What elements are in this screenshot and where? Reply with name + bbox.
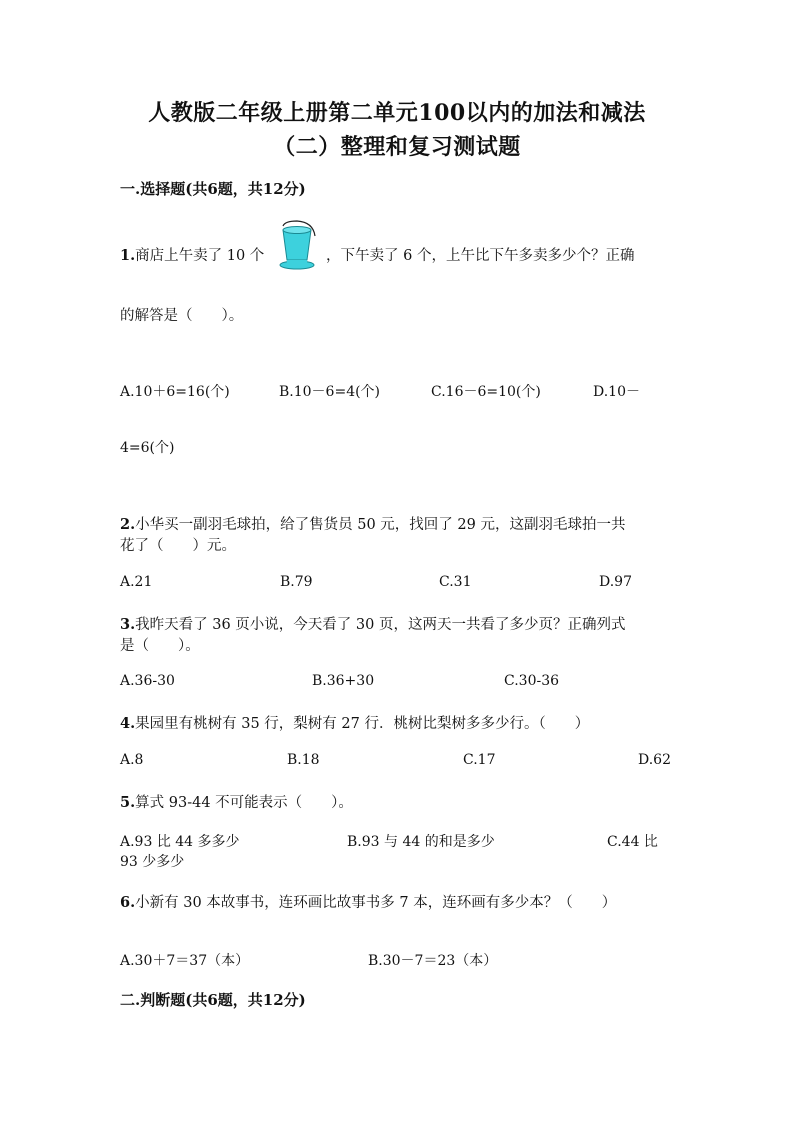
question-1-line2: 的解答是（ ）。	[120, 308, 244, 324]
option-c[interactable]: C.16－6=10(个)	[431, 384, 541, 400]
question-4-line1	[120, 712, 589, 733]
option-b[interactable]: B.18	[287, 752, 320, 768]
option-c-continued: 93 少多少	[120, 854, 185, 870]
section-heading-choice: 一.选择题(共6题，共12分)	[120, 180, 306, 198]
option-c[interactable]: C.30-36	[504, 673, 560, 689]
question-text: 小新有 30 本故事书，连环画比故事书多 7 本，连环画有多少本？（ ）	[135, 895, 617, 911]
option-b[interactable]: B.79	[280, 574, 313, 590]
option-a[interactable]: A.8	[120, 752, 144, 768]
option-b[interactable]: B.93 与 44 的和是多少	[347, 834, 495, 850]
option-b[interactable]: B.36+30	[312, 673, 375, 689]
page-title-line2: （二）整理和复习测试题	[273, 134, 521, 160]
question-1-line1-cont: ，下午卖了 6 个，上午比下午多卖多少个？正确	[326, 248, 635, 264]
question-number: 2.	[120, 516, 136, 533]
option-d[interactable]: D.62	[638, 752, 671, 768]
option-b[interactable]: B.30－7＝23（本）	[368, 953, 498, 969]
option-c[interactable]: C.17	[463, 752, 496, 768]
question-text: 商店上午卖了 10 个	[135, 248, 265, 264]
question-3-line2: 是（ ）。	[120, 638, 200, 654]
option-c[interactable]: C.31	[439, 574, 472, 590]
option-d[interactable]: D.10－	[593, 384, 640, 400]
question-text: 我昨天看了 36 页小说，今天看了 30 页，这两天一共看了多少页？正确列式	[135, 617, 626, 633]
option-a[interactable]: A.10＋6=16(个)	[120, 384, 230, 400]
question-number: 4.	[120, 715, 136, 732]
option-a[interactable]: A.30＋7＝37（本）	[120, 953, 250, 969]
question-2-line2: 花了（ ）元。	[120, 538, 236, 554]
question-5-line1	[120, 791, 353, 812]
question-text: 小华买一副羽毛球拍，给了售货员 50 元，找回了 29 元，这副羽毛球拍一共	[135, 517, 626, 533]
question-number: 1.	[120, 247, 136, 264]
question-3-line1	[120, 613, 625, 634]
question-text: 算式 93-44 不可能表示（ ）。	[135, 795, 353, 811]
option-d[interactable]: D.97	[599, 574, 632, 590]
option-b[interactable]: B.10－6=4(个)	[279, 384, 381, 400]
bucket-icon	[277, 220, 319, 272]
question-text: 果园里有桃树有 35 行，梨树有 27 行．桃树比梨树多多少行。（ ）	[135, 716, 590, 732]
page-title-line1: 人教版二年级上册第二单元100以内的加法和减法	[148, 100, 646, 126]
question-6-line1	[120, 891, 616, 912]
option-a[interactable]: A.36-30	[120, 673, 175, 689]
question-number: 5.	[120, 794, 136, 811]
question-2-line1	[120, 513, 625, 534]
question-number: 6.	[120, 894, 136, 911]
option-c[interactable]: C.44 比	[607, 834, 658, 850]
question-number: 3.	[120, 616, 136, 633]
option-d-continued: 4=6(个)	[120, 440, 175, 456]
question-1-line1	[120, 244, 264, 265]
option-a[interactable]: A.93 比 44 多多少	[120, 834, 240, 850]
section-heading-judgement: 二.判断题(共6题，共12分)	[120, 991, 306, 1009]
option-a[interactable]: A.21	[120, 574, 153, 590]
